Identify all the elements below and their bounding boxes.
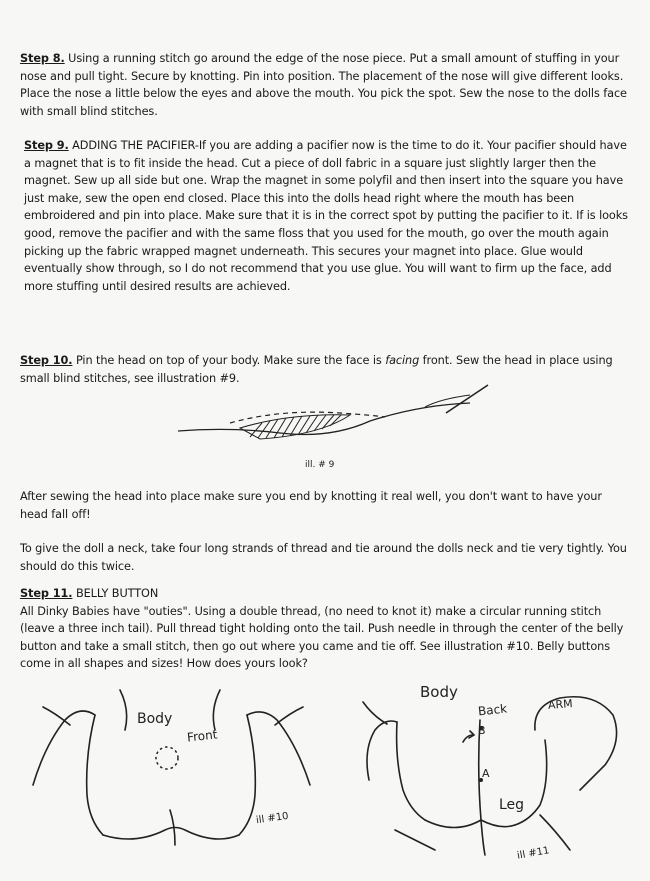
step-8-paragraph bbox=[20, 50, 628, 120]
ill11-back-label: Back bbox=[477, 701, 508, 719]
ill10-caption: ill #10 bbox=[255, 810, 290, 827]
ill11-b-label: B bbox=[478, 724, 486, 737]
step-11-label: Step 11. bbox=[20, 587, 73, 600]
after-sewing-paragraph: After sewing the head into place make sure you end by knotting it real well, you don't want to have your head fall off! bbox=[20, 490, 602, 521]
step-11-title: BELLY BUTTON bbox=[75, 587, 159, 600]
ill10-body-label: Body bbox=[137, 711, 173, 727]
step-10-text-italic: facing bbox=[385, 354, 420, 367]
step-10-label: Step 10. bbox=[20, 354, 73, 367]
ill11-body-label: Body bbox=[420, 683, 458, 701]
step-11-paragraph bbox=[20, 585, 628, 673]
ill10-front-label: Front bbox=[186, 727, 219, 745]
ill11-caption: ill #11 bbox=[516, 845, 551, 862]
ill11-arm-label: ARM bbox=[547, 697, 574, 712]
step-9-label: Step 9. bbox=[24, 139, 69, 152]
step-8-text: Using a running stitch go around the edge of the nose piece. Put a small amount of stuffing in your nose and pull tight. Secure by knotting. Pin into position. The placement of the nose will give different looks. Place the nose a little below the eyes and above the mouth. You pick the spot. Sew the nose to the dolls face with small blind stitches. bbox=[20, 52, 627, 118]
step-8-label: Step 8. bbox=[20, 52, 65, 65]
step-10-text-before: Pin the head on top of your body. Make sure the face is bbox=[75, 354, 386, 367]
neck-paragraph: To give the doll a neck, take four long strands of thread and tie around the dolls neck and tie very tightly. You should do this twice. bbox=[20, 542, 627, 573]
illustration-10-body-front bbox=[25, 685, 325, 855]
step-10-paragraph bbox=[20, 352, 628, 387]
ill11-leg-label: Leg bbox=[499, 797, 525, 813]
illustration-9-blind-stitch bbox=[170, 383, 500, 453]
step-9-text: ADDING THE PACIFIER-If you are adding a pacifier now is the time to do it. Your pacifier should have a magnet that is to fit inside the head. Cut a piece of doll fabric in a square just slightly larger then the magnet. Sew up all side but one. Wrap the magnet in some polyfil and then insert into the square you have just make, sew the open end closed. Place this into the dolls head right where the mouth has been embroidered and pin into place. Make sure that it is in the correct spot by putting the pacifier to it. If is looks good, remove the pacifier and with the same floss that you used for the mouth, go over the mouth again picking up the fabric wrapped magnet underneath. This secures your magnet into place. Glue would eventually show through, so I do not recommend that you use glue. You will want to firm up the face, add more stuffing until desired results are achieved. bbox=[24, 139, 628, 293]
ill11-a-label: A bbox=[482, 767, 490, 780]
illustration-9-caption: ill. # 9 bbox=[305, 460, 335, 470]
step-11-text: All Dinky Babies have "outies". Using a double thread, (no need to knot it) make a circular running stitch (leave a three inch tail). Pull thread tight holding onto the tail. Push needle in through the center of the belly button and take a small stitch, then go out where you came and tie off. See illustration #10. Belly buttons come in all shapes and sizes! How does yours look? bbox=[20, 604, 624, 671]
step-10-text-after: front. Sew the head in place using small blind stitches, see illustration #9. bbox=[20, 354, 613, 385]
step-9-paragraph bbox=[24, 137, 628, 295]
